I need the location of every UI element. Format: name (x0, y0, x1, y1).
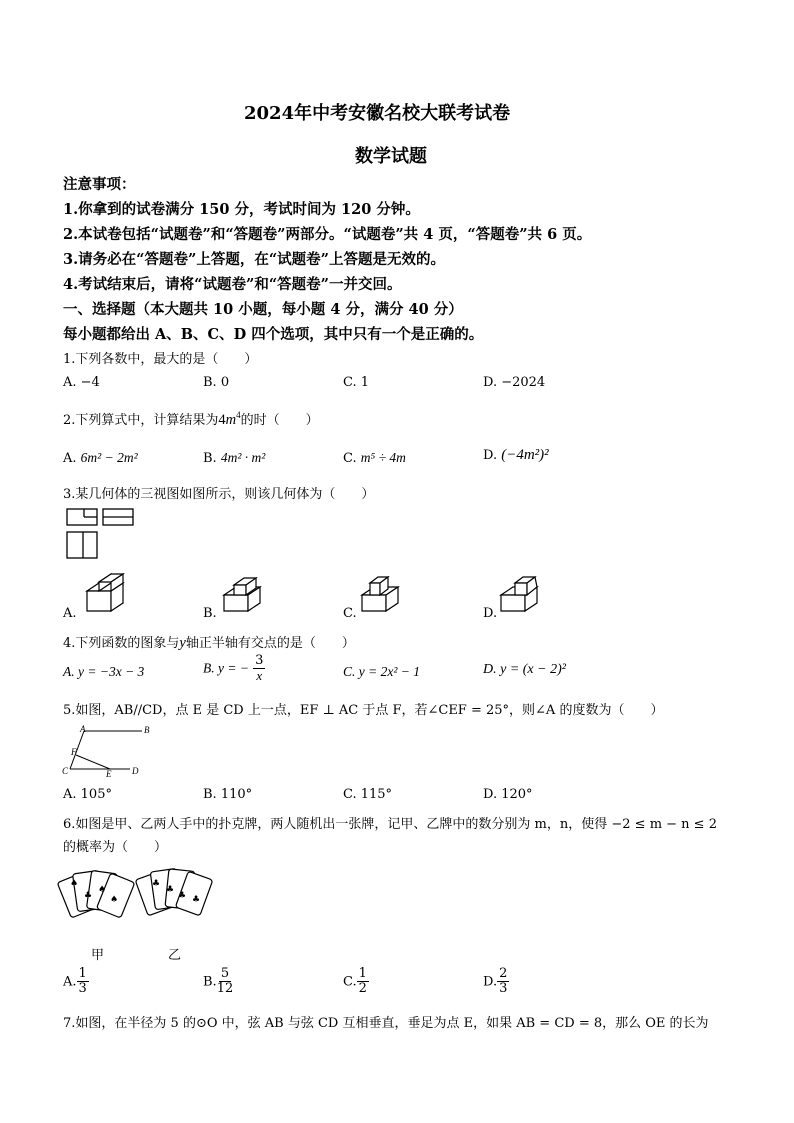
question-5-stem: 5.如图，AB//CD，点 E 是 CD 上一点，EF ⊥ AC 于点 F，若∠CEF = 25°，则∠A 的度数为（ ） (63, 703, 664, 718)
q3-option-d: D. (483, 606, 498, 621)
card-fan-jia (57, 870, 135, 918)
parallel-lines-figure (62, 725, 152, 777)
label-c: C (62, 766, 69, 776)
card-label-yi: 乙 (168, 948, 182, 963)
question-1-stem: 1.下列各数中，最大的是（ ） (63, 352, 258, 367)
svg-text:♠: ♠ (70, 879, 79, 889)
q3-option-c: C. (343, 606, 357, 621)
question-6-stem-line-2: 的概率为（ ） (63, 840, 168, 855)
q6-option-a: A. $\frac{1}{3}$ (63, 966, 87, 997)
label-f: F (71, 747, 77, 757)
q3-option-b: B. (203, 606, 217, 621)
q4-option-b: B. y = − $\frac{3}{x}$ (203, 653, 264, 684)
notice-item-4: 4.考试结束后，请将“试题卷”和“答题卷”一并交回。 (63, 276, 402, 293)
svg-text:♣: ♣ (152, 879, 161, 889)
notice-item-3: 3.请务必在“答题卷”上答题，在“试题卷”上答题是无效的。 (63, 251, 445, 268)
notice-item-2: 2.本试卷包括“试题卷”和“答题卷”两部分。“试题卷”共 4 页，“答题卷”共 6 页。 (63, 226, 592, 243)
notice-item-1: 1.你拿到的试卷满分 150 分，考试时间为 120 分钟。 (63, 201, 420, 218)
svg-text:♣: ♣ (84, 891, 93, 901)
q5-option-b: B. 110° (203, 787, 253, 802)
question-2-stem (63, 409, 319, 429)
question-6-stem-line-1: 6.如图是甲、乙两人手中的扑克牌，两人随机出一张牌，记甲、乙牌中的数分别为 m，n，使得 −2 ≤ m − n ≤ 2 (63, 817, 717, 832)
section-instruction: 每小题都给出 A、B、C、D 四个选项，其中只有一个是正确的。 (63, 326, 484, 343)
page-title: 2024年中考安徽名校大联考试卷 (244, 103, 511, 124)
svg-text:♠: ♠ (110, 895, 119, 905)
notice-heading: 注意事项： (63, 176, 136, 193)
question-3-stem: 3.某几何体的三视图如图所示，则该几何体为（ ） (63, 487, 375, 502)
svg-text:♣: ♣ (166, 885, 175, 895)
svg-text:♣: ♣ (192, 895, 201, 905)
q5-option-a: A. 105° (63, 787, 112, 802)
q2-option-d: D. (−4m²)² (483, 447, 549, 463)
q4-option-d: D. y = (x − 2)² (483, 662, 566, 677)
solid-option-a-figure (85, 573, 130, 613)
q2-option-b: B. 4m² · m² (203, 450, 266, 466)
label-b: B (144, 725, 150, 735)
q4-option-c: C. y = 2x² − 1 (343, 664, 421, 679)
q6-option-c: C. $\frac{1}{2}$ (343, 966, 367, 997)
solid-option-b-figure (222, 573, 267, 613)
page-subtitle: 数学试题 (355, 146, 427, 167)
q2-stem-prefix: 2.下列算式中，计算结果为 (63, 413, 219, 428)
q3-option-a: A. (63, 606, 77, 621)
solid-option-c-figure (360, 573, 405, 613)
q2-stem-suffix: 的时（ ） (240, 413, 319, 428)
three-view-drawing (66, 508, 136, 560)
q5-option-c: C. 115° (343, 787, 393, 802)
section-heading: 一、选择题（本大题共 10 小题，每小题 4 分，满分 40 分） (63, 301, 463, 318)
q2-option-c: C. m⁵ ÷ 4m (343, 450, 406, 466)
q1-option-a: A. −4 (63, 375, 100, 390)
q4-option-a: A. y = −3x − 3 (63, 664, 145, 679)
q2-target-expression: $4m^4$ (218, 410, 241, 428)
label-e: E (106, 769, 112, 779)
q1-option-c: C. 1 (343, 375, 370, 390)
label-d: D (132, 766, 139, 776)
q1-option-b: B. 0 (203, 375, 230, 390)
q6-option-b: B. $\frac{5}{12}$ (203, 966, 234, 997)
q1-option-d: D. −2024 (483, 375, 546, 390)
q5-option-d: D. 120° (483, 787, 533, 802)
q2-option-a: A. 6m² − 2m² (63, 450, 138, 466)
question-4-stem: 4.下列函数的图象与y轴正半轴有交点的是（ ） (63, 635, 355, 651)
playing-cards-figure (62, 862, 222, 932)
svg-text:♠: ♠ (98, 885, 107, 895)
q6-option-d: D. $\frac{2}{3}$ (483, 966, 508, 997)
card-label-jia: 甲 (91, 948, 105, 963)
solid-option-d-figure (499, 573, 544, 613)
question-7-stem: 7.如图，在半径为 5 的⊙O 中，弦 AB 与弦 CD 互相垂直，垂足为点 E，如果 AB = CD = 8，那么 OE 的长为 (63, 1016, 709, 1031)
svg-text:♣: ♣ (178, 891, 187, 901)
label-a: A (80, 724, 86, 734)
